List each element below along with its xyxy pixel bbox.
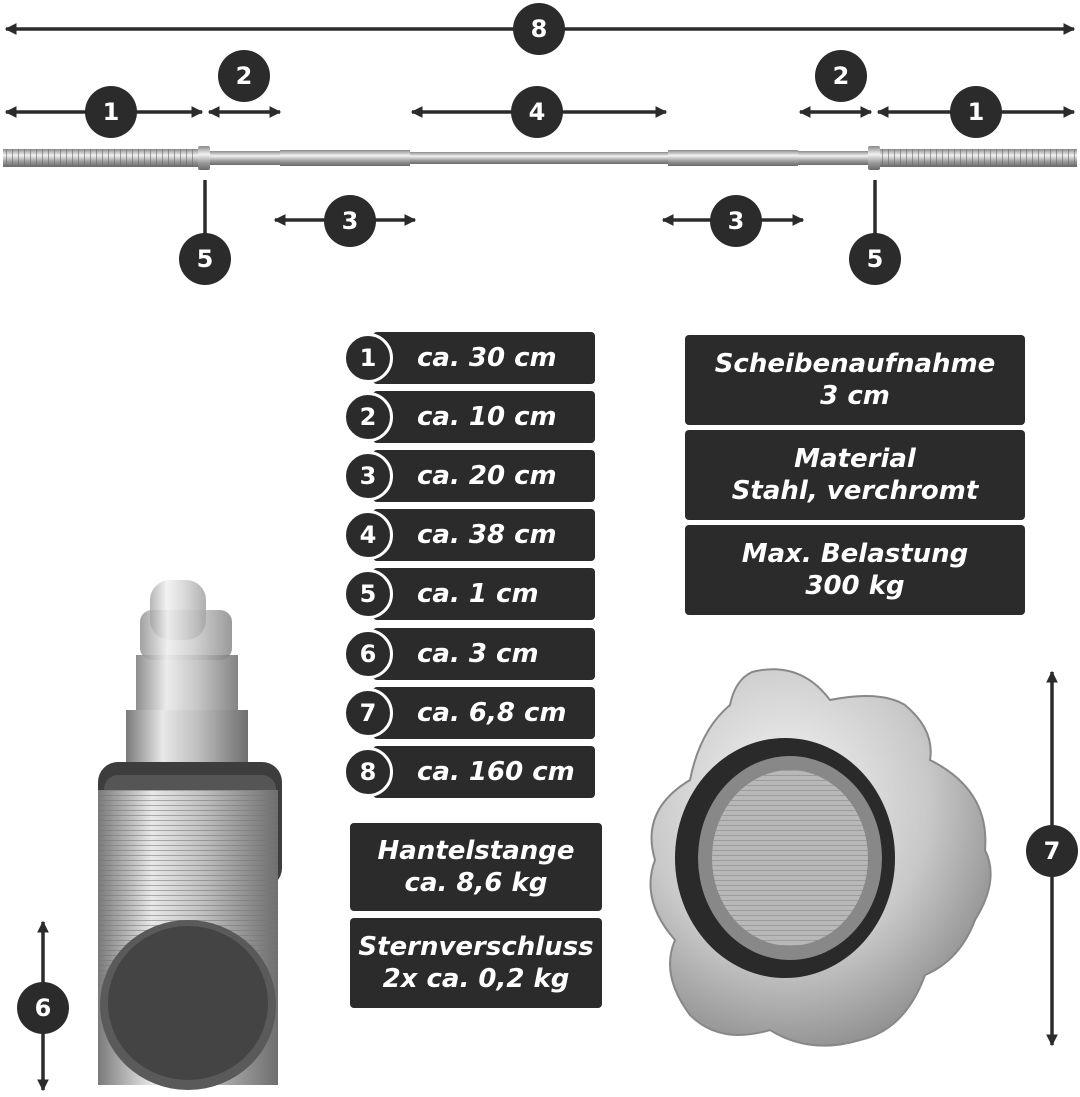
spec-pill [373,687,595,739]
spec-row-2 [343,391,595,443]
spec-value: ca. 38 cm [417,520,557,550]
info-value: 3 cm [820,381,890,411]
info-value: 300 kg [805,571,905,601]
info-title: Sternverschluss [358,932,594,962]
marker-3-left: 3 [324,195,376,247]
spec-value: ca. 3 cm [417,639,539,669]
info-title: Material [794,444,916,474]
marker-4: 4 [511,86,563,138]
spec-row-4 [343,509,595,561]
info-box-material [685,430,1025,520]
spec-row-7 [343,687,595,739]
marker-3-right: 3 [710,195,762,247]
marker-8: 8 [513,3,565,55]
marker-7: 7 [1026,825,1078,877]
info-box-max-load [685,525,1025,615]
spec-row-1 [343,332,595,384]
spec-pill [373,568,595,620]
spec-value: ca. 6,8 cm [417,698,567,728]
info-value: Stahl, verchromt [731,476,979,506]
spec-badge: 5 [343,569,393,619]
info-value: 2x ca. 0,2 kg [382,964,570,994]
spec-value: ca. 1 cm [417,579,539,609]
info-box-plate-mount [685,335,1025,425]
spec-badge: 3 [343,451,393,501]
info-box-bar-weight [350,823,602,911]
info-title: Max. Belastung [741,539,969,569]
spec-value: ca. 30 cm [417,343,557,373]
spec-row-8 [343,746,595,798]
spec-pill [373,450,595,502]
spec-badge: 1 [343,333,393,383]
spec-badge: 7 [343,688,393,738]
spec-pill [373,509,595,561]
spec-badge: 2 [343,392,393,442]
spec-badge: 4 [343,510,393,560]
spec-value: ca. 20 cm [417,461,557,491]
info-title: Hantelstange [377,836,575,866]
info-value: ca. 8,6 kg [404,868,548,898]
spec-row-5 [343,568,595,620]
marker-5-left: 5 [179,233,231,285]
spec-value: ca. 10 cm [417,402,557,432]
spec-pill [373,628,595,680]
star-lock-nut [651,669,991,1045]
spec-badge: 8 [343,747,393,797]
marker-2-left: 2 [218,50,270,102]
marker-5-right: 5 [849,233,901,285]
spec-row-3 [343,450,595,502]
marker-1-right: 1 [950,86,1002,138]
marker-6: 6 [17,982,69,1034]
info-title: Scheibenaufnahme [714,349,996,379]
spec-pill [373,746,595,798]
spec-value: ca. 160 cm [417,757,575,787]
barbell-rod [3,146,1077,170]
bar-end-closeup [98,580,282,1090]
info-box-lock-weight [350,918,602,1008]
spec-pill [373,332,595,384]
marker-2-right: 2 [815,50,867,102]
spec-badge: 6 [343,629,393,679]
marker-1-left: 1 [85,86,137,138]
spec-row-6 [343,628,595,680]
spec-pill [373,391,595,443]
